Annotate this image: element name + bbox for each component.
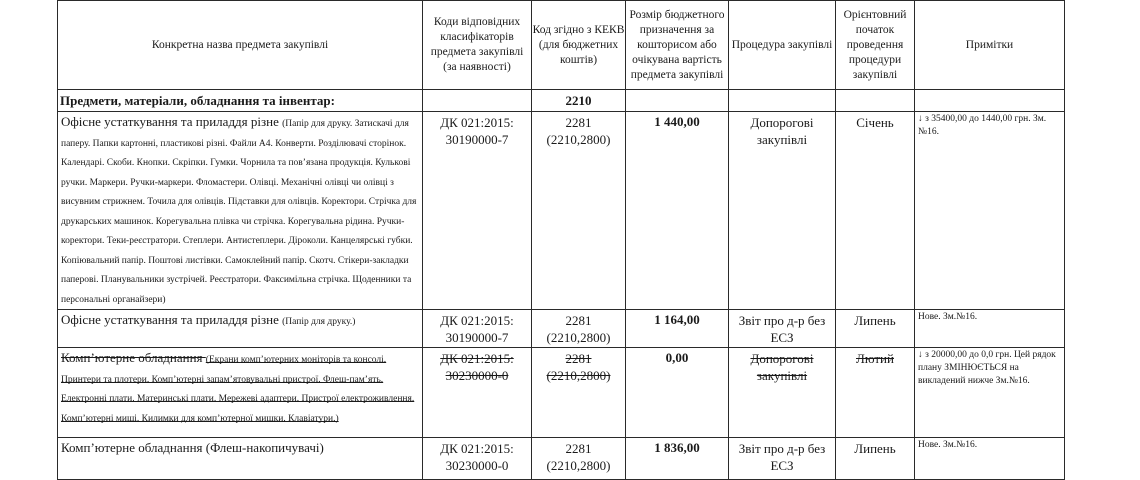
start-month: Лютий — [836, 348, 915, 438]
table-row — [58, 438, 1065, 480]
amount: 1 836,00 — [626, 438, 729, 480]
kekv-cell — [532, 310, 626, 348]
section-row — [58, 90, 1065, 112]
procedure: Допорогові закупівлі — [729, 112, 836, 310]
procedure: Допорогові закупівлі — [729, 348, 836, 438]
classifier-code: ДК 021:2015: — [440, 115, 514, 130]
kekv-code: 2281 — [565, 441, 592, 456]
section-title: Предмети, матеріали, обладнання та інвентар: — [58, 90, 423, 112]
amount: 1 164,00 — [626, 310, 729, 348]
item-details: (Екрани комп’ютерних моніторів та консолі. Принтери та плотери. Комп’ютерні запам’ятовувальні пристрої. Флеш-пам’ять. Електронні плати. Материнські плати. Мережеві адаптери. Пристрої електроживлення. Комп’ютерні миші. Килимки для комп’ютерної мишки. Клавіатури.) — [61, 355, 415, 424]
col-header-amount: Розмір бюджетного призначення за кошторисом або очікувана вартість предмета закупівлі — [626, 1, 729, 90]
start-month: Січень — [836, 112, 915, 310]
kekv-detail: (2210,2800) — [546, 132, 611, 147]
item-name: Офісне устаткування та приладдя різне — [61, 114, 279, 129]
classifier-code: ДК 021:2015: — [440, 313, 514, 328]
classifier-code: ДК 021:2015: — [440, 351, 514, 366]
classifier-number: 30190000-7 — [445, 330, 509, 345]
classifier-number: 30230000-0 — [445, 368, 509, 383]
kekv-code: 2281 — [565, 115, 592, 130]
kekv-code: 2281 — [565, 313, 592, 328]
item-name: Комп’ютерне обладнання — [61, 440, 203, 455]
item-name-cell — [58, 438, 423, 480]
kekv-detail: (2210,2800) — [546, 458, 611, 473]
item-details: (Флеш-накопичувачі) — [205, 440, 324, 455]
kekv-cell — [532, 438, 626, 480]
kekv-cell — [532, 112, 626, 310]
classifier-number: 30230000-0 — [445, 458, 509, 473]
item-name-cell — [58, 310, 423, 348]
amount: 1 440,00 — [626, 112, 729, 310]
procedure: Звіт про д-р без ЕСЗ — [729, 438, 836, 480]
classifier-number: 30190000-7 — [445, 132, 509, 147]
item-name: Комп’ютерне обладнання — [61, 350, 203, 365]
col-header-kekv: Код згідно з КЕКВ (для бюджетних коштів) — [532, 1, 626, 90]
table-row — [58, 348, 1065, 438]
classifier-cell — [423, 438, 532, 480]
classifier-cell — [423, 310, 532, 348]
note: ↓ з 35400,00 до 1440,00 грн. Зм.№16. — [915, 112, 1065, 310]
table-row — [58, 310, 1065, 348]
item-name-cell — [58, 112, 423, 310]
item-name: Офісне устаткування та приладдя різне — [61, 312, 279, 327]
col-header-notes: Примітки — [915, 1, 1065, 90]
item-name-cell — [58, 348, 423, 438]
procedure: Звіт про д-р без ЕСЗ — [729, 310, 836, 348]
note: ↓ з 20000,00 до 0,0 грн. Цей рядок плану ЗМІНЮЄТЬСЯ на викладений нижче Зм.№16. — [915, 348, 1065, 438]
item-details: (Папір для друку. Затискачі для паперу. Папки картонні, пластикові різні. Файли А4. Конверти. Розділювачі сторінок. Календарі. Скоби. Кнопки. Скріпки. Гумки. Чорнила та пов’язана продукція. Кулькові ручки. Маркери. Ручки-маркери. Фломастери. Олівці. Механічні олівці чи олівці з висувним стрижнем. Точила для олівців. Підставки для олівців. Коректори. Стрічка для друкарських машинок. Корегувальна плівка чи стрічка. Корегувальна рідина. Ручки-коректори. Теки-реєстратори. Степлери. Антистеплери. Діроколи. Канцелярські губки. Копіювальний папір. Поштові листівки. Самоклейний папір. Скотч. Стікери-закладки паперові. Планувальники зустрічей. Реєстратори. Факсимільна стрічка. Щоденники та персональні органайзери) — [61, 119, 417, 305]
col-header-procedure: Процедура закупівлі — [729, 1, 836, 90]
kekv-detail: (2210,2800) — [546, 368, 611, 383]
table-row — [58, 112, 1065, 310]
start-month: Липень — [836, 438, 915, 480]
item-details: (Папір для друку.) — [282, 317, 356, 327]
kekv-code: 2281 — [565, 351, 592, 366]
col-header-name: Конкретна назва предмета закупівлі — [58, 1, 423, 90]
col-header-classifier: Коди відповідних класифікаторів предмета закупівлі (за наявності) — [423, 1, 532, 90]
note: Нове. Зм.№16. — [915, 438, 1065, 480]
section-code: 2210 — [532, 90, 626, 112]
col-header-start: Орієнтовний початок проведення процедури закупівлі — [836, 1, 915, 90]
classifier-code: ДК 021:2015: — [440, 441, 514, 456]
kekv-cell — [532, 348, 626, 438]
amount: 0,00 — [626, 348, 729, 438]
kekv-detail: (2210,2800) — [546, 330, 611, 345]
procurement-table — [57, 0, 1065, 480]
start-month: Липень — [836, 310, 915, 348]
classifier-cell — [423, 112, 532, 310]
table-header-row — [58, 1, 1065, 90]
classifier-cell — [423, 348, 532, 438]
note: Нове. Зм.№16. — [915, 310, 1065, 348]
